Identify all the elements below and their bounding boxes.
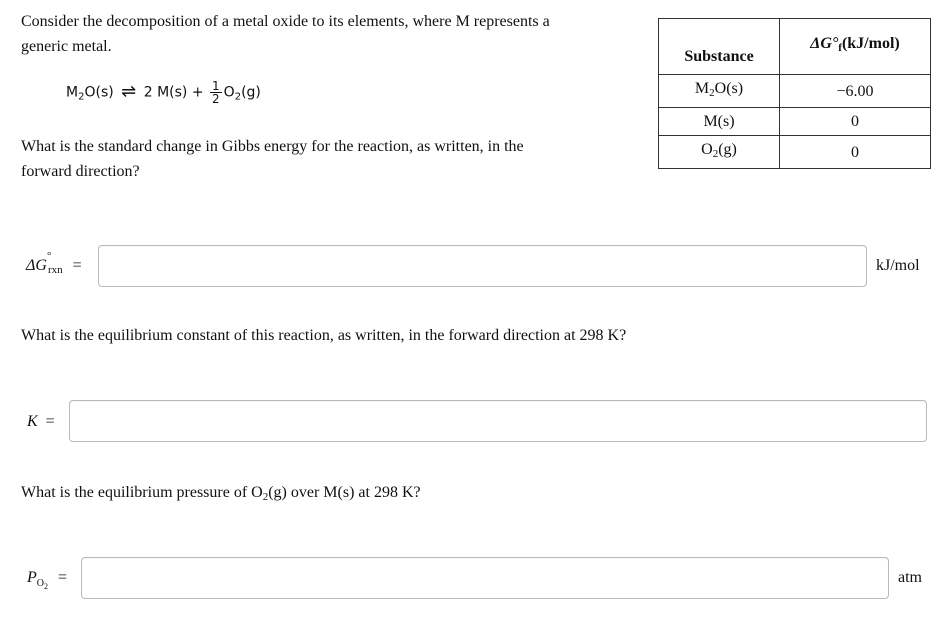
p-subscript-2: 2 <box>44 582 49 591</box>
product-oxygen: O <box>223 84 235 101</box>
intro-paragraph <box>21 9 641 59</box>
equilibrium-arrow-icon: ⇌ <box>121 80 137 102</box>
p-subscript <box>37 578 48 589</box>
product-oxygen-rest: (g) <box>241 84 261 101</box>
delta-g-rxn-subscript: rxn <box>47 264 63 276</box>
header-substance: Substance <box>659 19 780 75</box>
table-row <box>659 108 931 136</box>
header-delta-g-subscript: f <box>838 42 842 54</box>
header-delta-g-symbol: ΔG° <box>810 35 839 52</box>
pressure-unit: atm <box>898 569 922 586</box>
intro-line-1: Consider the decomposition of a metal oxide to its elements, where M represents a <box>21 13 550 30</box>
oxygen-pressure-input[interactable] <box>81 557 889 599</box>
p-subscript-o: O <box>36 578 45 589</box>
question-3-subscript: 2 <box>262 491 269 503</box>
gibbs-energy-table <box>658 18 931 169</box>
reaction-equation <box>66 80 261 105</box>
question-3-text-post: (g) over M(s) at 298 K? <box>268 484 421 501</box>
value-cell: 0 <box>780 108 931 136</box>
delta-g-degree: ° <box>46 250 52 262</box>
table-row <box>659 136 931 169</box>
fraction-denominator: 2 <box>212 92 220 106</box>
substance-cell <box>659 136 780 169</box>
delta-g-rxn-label <box>26 250 82 276</box>
p-o2-label <box>27 569 67 591</box>
delta-g-symbol: ΔG <box>26 257 47 274</box>
question-2-text: What is the equilibrium constant of this reaction, as written, in the forward direction at 298 K? <box>21 327 627 344</box>
table-row <box>659 75 931 108</box>
question-3-text-pre: What is the equilibrium pressure of O <box>21 484 263 501</box>
p-symbol: P <box>27 569 37 586</box>
table-header-row <box>659 19 931 75</box>
substance-cell <box>659 108 780 136</box>
reactant-rest: O(s) <box>84 84 114 101</box>
k-symbol: K <box>27 413 38 430</box>
k-label <box>27 413 55 431</box>
one-half-fraction <box>210 80 222 105</box>
equals-sign: = <box>58 569 68 586</box>
question-1-line-1: What is the standard change in Gibbs energy for the reaction, as written, in the <box>21 138 524 155</box>
delta-g-rxn-input[interactable] <box>98 245 867 287</box>
substance-main: O <box>701 141 713 158</box>
equals-sign: = <box>45 413 55 430</box>
product-metal: 2 M(s) + <box>143 84 204 101</box>
fraction-numerator: 1 <box>212 79 220 93</box>
equals-sign: = <box>72 257 82 274</box>
substance-rest: O(s) <box>714 80 744 97</box>
reactant-M: M <box>66 84 79 101</box>
value-cell: 0 <box>780 136 931 169</box>
value-cell: −6.00 <box>780 75 931 108</box>
substance-cell <box>659 75 780 108</box>
equilibrium-constant-input[interactable] <box>69 400 927 442</box>
product-oxygen-subscript: 2 <box>234 91 242 103</box>
substance-rest: (g) <box>718 141 737 158</box>
delta-g-unit: kJ/mol <box>876 257 920 274</box>
substance-subscript: 2 <box>709 87 715 99</box>
header-delta-g <box>780 19 931 75</box>
question-1-text <box>21 134 641 184</box>
substance-main: M <box>694 80 710 97</box>
header-delta-g-units: (kJ/mol) <box>841 35 900 52</box>
substance-main: M(s) <box>703 113 735 130</box>
reactant-subscript: 2 <box>78 91 85 103</box>
question-3-text <box>21 484 421 503</box>
question-1-line-2: forward direction? <box>21 163 140 180</box>
intro-line-2: generic metal. <box>21 38 112 55</box>
substance-subscript: 2 <box>712 148 719 160</box>
